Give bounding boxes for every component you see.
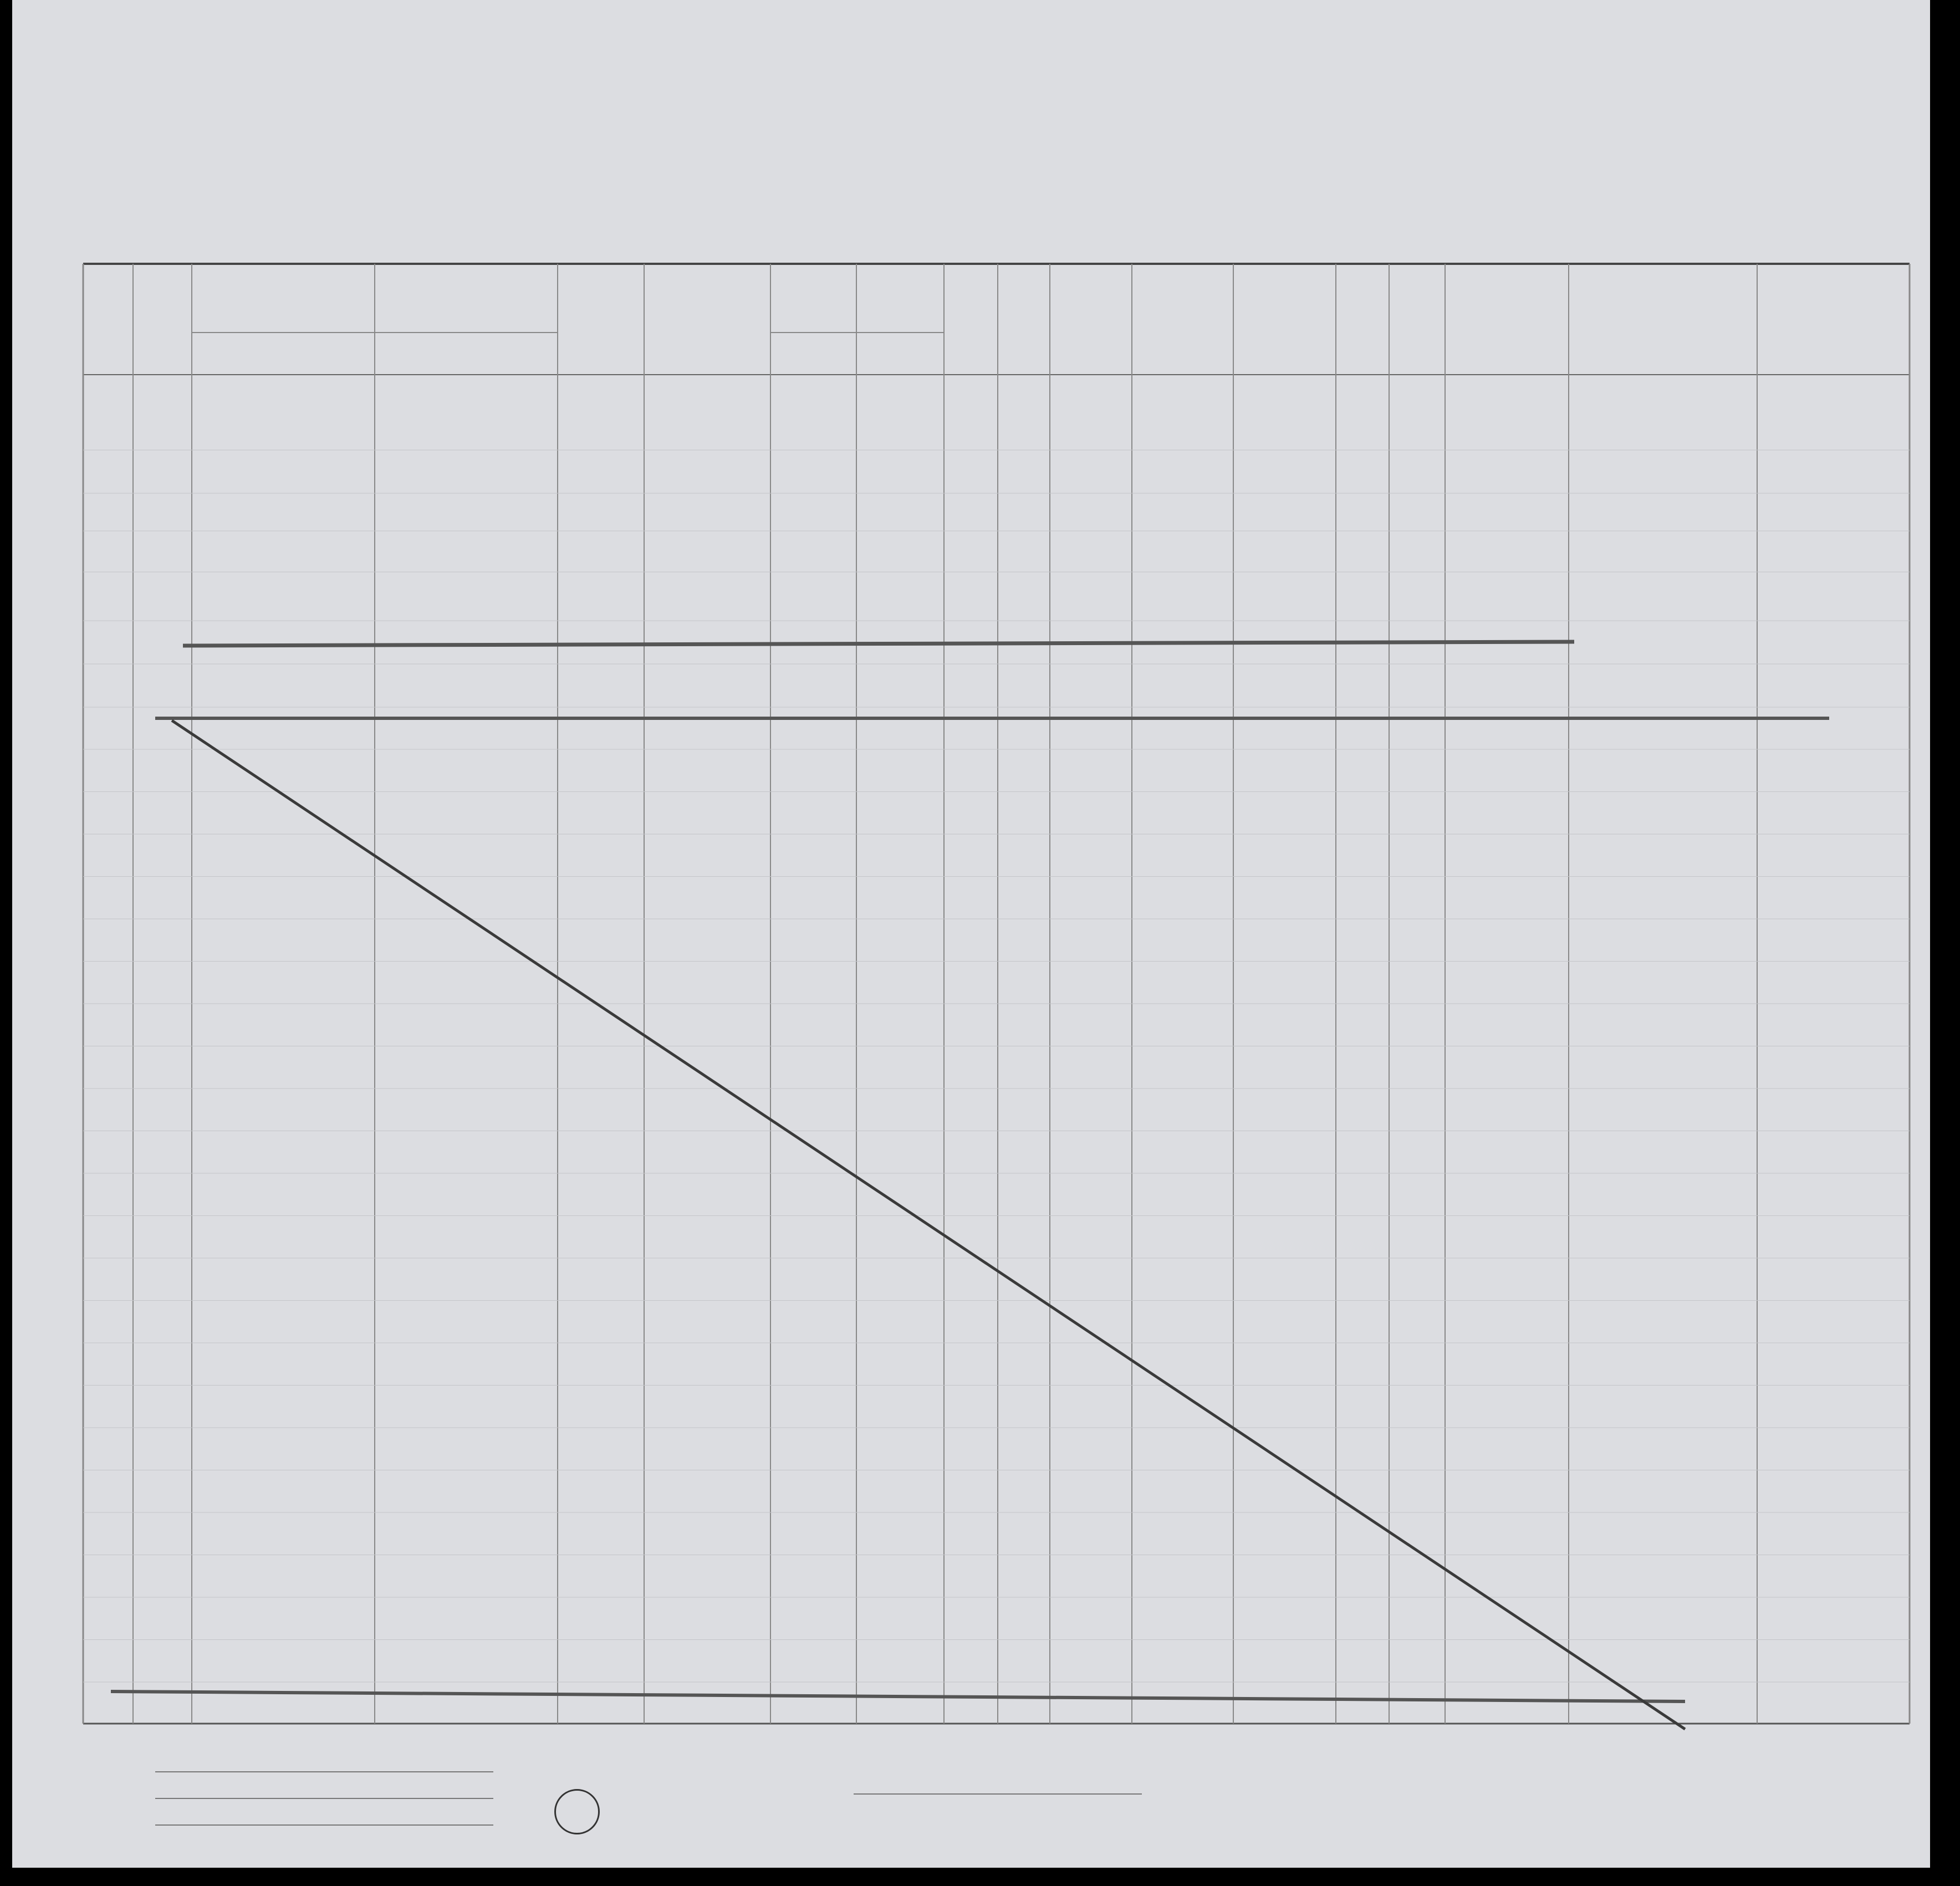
cancel-diagonal-line [172,720,1685,1729]
circled-count [554,1789,600,1834]
owners-rule [155,1798,493,1799]
agents-rule [155,1824,493,1826]
cancel-bottom-rule [111,1691,1685,1701]
signature-rule [854,1793,1142,1795]
line-rule [155,1771,493,1772]
struck-row-line [183,642,1574,646]
